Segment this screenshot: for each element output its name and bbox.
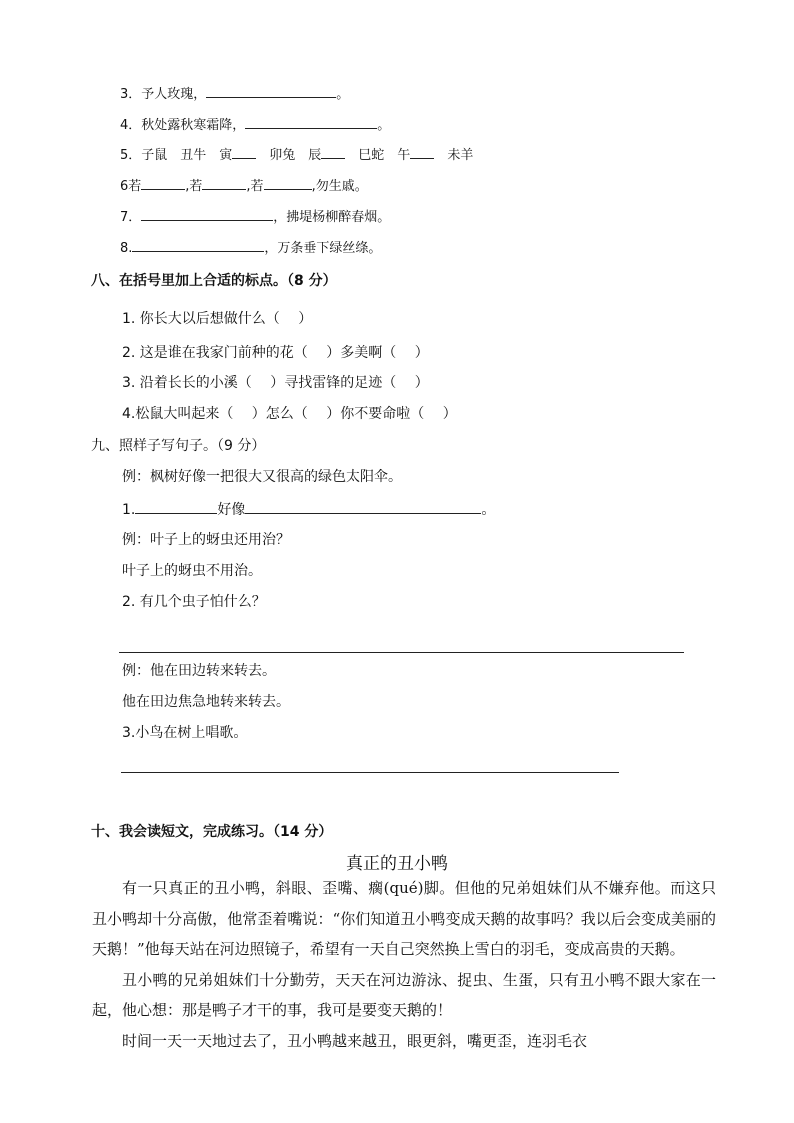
fill-item-4 <box>120 115 390 135</box>
answer-blank[interactable] <box>141 176 185 190</box>
answer-blank[interactable] <box>206 84 336 98</box>
fill-item-5-text-c: 巳蛇 午 <box>345 148 411 163</box>
rewrite-item-3: 3.小鸟在树上唱歌。 <box>122 725 248 741</box>
fill-item-7 <box>120 207 390 227</box>
fill-item-6-text: 6若 <box>120 179 142 194</box>
fill-item-6-text-b: ,若 <box>185 179 203 194</box>
section-10-heading: 十、我会读短文，完成练习。（14 分） <box>91 824 333 840</box>
fill-item-8-end: ，万条垂下绿丝绦。 <box>264 241 382 256</box>
example-3-answer: 他在田边焦急地转来转去。 <box>122 694 290 710</box>
answer-blank[interactable] <box>245 115 377 129</box>
passage-body <box>92 873 716 1056</box>
punct-item-4: 4.松鼠大叫起来（ ）怎么（ ）你不要命啦（ ） <box>122 406 457 422</box>
answer-blank[interactable] <box>132 238 264 252</box>
fill-item-8 <box>120 238 381 258</box>
punct-item-3: 3. 沿着长长的小溪（ ）寻找雷锋的足迹（ ） <box>122 375 429 391</box>
answer-blank[interactable] <box>202 176 246 190</box>
passage-paragraph-2: 丑小鸭的兄弟姐妹们十分勤劳，天天在河边游泳、捉虫、生蛋，只有丑小鸭不跟大家在一起，他心想：那是鸭子才干的事，我可是要变天鹅的！ <box>92 970 716 1019</box>
fill-item-6 <box>120 176 368 196</box>
fill-item-6-text-c: ,若 <box>246 179 264 194</box>
fill-item-3-text: 3．予人玫瑰， <box>120 87 207 102</box>
passage-paragraph-1: 有一只真正的丑小鸭，斜眼、歪嘴、瘸(qué)脚。但他的兄弟姐妹们从不嫌弃他。而这只丑小鸭却十分高傲，他常歪着嘴说：“你们知道丑小鸭变成天鹅的故事吗？我以后会变成美丽的天鹅！”他每天站在河边照镜子，希望有一天自己突然换上雪白的羽毛，变成高贵的天鹅。 <box>92 879 716 958</box>
fill-item-5 <box>120 145 473 165</box>
section-8-heading: 八、在括号里加上合适的标点。（8 分） <box>91 273 337 289</box>
rewrite-item-1 <box>122 500 495 519</box>
rewrite-item-2: 2. 有几个虫子怕什么？ <box>122 594 266 610</box>
fill-item-4-text: 4．秋处露秋寒霜降， <box>120 118 246 133</box>
fill-item-8-text: 8. <box>120 241 133 256</box>
punct-item-1: 1. 你长大以后想做什么（ ） <box>122 311 313 327</box>
fill-item-3-end: 。 <box>336 87 350 102</box>
answer-blank[interactable] <box>245 500 481 514</box>
fill-item-7-end: ，拂堤杨柳醉春烟。 <box>273 210 391 225</box>
answer-blank[interactable] <box>135 500 217 514</box>
answer-blank[interactable] <box>264 176 312 190</box>
passage-title: 真正的丑小鸭 <box>346 854 448 874</box>
example-2-answer: 叶子上的蚜虫不用治。 <box>122 563 262 579</box>
fill-item-3 <box>120 84 349 104</box>
answer-line-2[interactable] <box>119 652 684 653</box>
passage-paragraph-3: 时间一天一天地过去了，丑小鸭越来越丑，眼更斜，嘴更歪，连羽毛衣 <box>122 1031 588 1050</box>
example-1: 例：枫树好像一把很大又很高的绿色太阳伞。 <box>122 469 402 485</box>
example-2-question: 例：叶子上的蚜虫还用治？ <box>122 532 290 548</box>
answer-blank[interactable] <box>321 145 345 159</box>
answer-blank[interactable] <box>141 207 273 221</box>
fill-item-4-end: 。 <box>377 118 391 133</box>
fill-item-6-text-d: ,勿生戚。 <box>311 179 368 194</box>
answer-line-3[interactable] <box>121 772 619 773</box>
example-3-question: 例：他在田边转来转去。 <box>122 663 276 679</box>
fill-item-5-text-b: 卯兔 辰 <box>256 148 322 163</box>
punct-item-2: 2. 这是谁在我家门前种的花（ ）多美啊（ ） <box>122 345 429 361</box>
rewrite-item-1-num: 1. <box>122 502 136 518</box>
fill-item-5-text-d: 未羊 <box>434 148 474 163</box>
section-9-heading: 九、照样子写句子。（9 分） <box>91 438 266 454</box>
rewrite-item-1-mid: 好像 <box>217 502 246 518</box>
fill-item-7-text: 7． <box>120 210 142 225</box>
answer-blank[interactable] <box>410 145 434 159</box>
fill-item-5-text: 5．子鼠 丑牛 寅 <box>120 148 233 163</box>
rewrite-item-1-end: 。 <box>481 502 496 518</box>
answer-blank[interactable] <box>232 145 256 159</box>
